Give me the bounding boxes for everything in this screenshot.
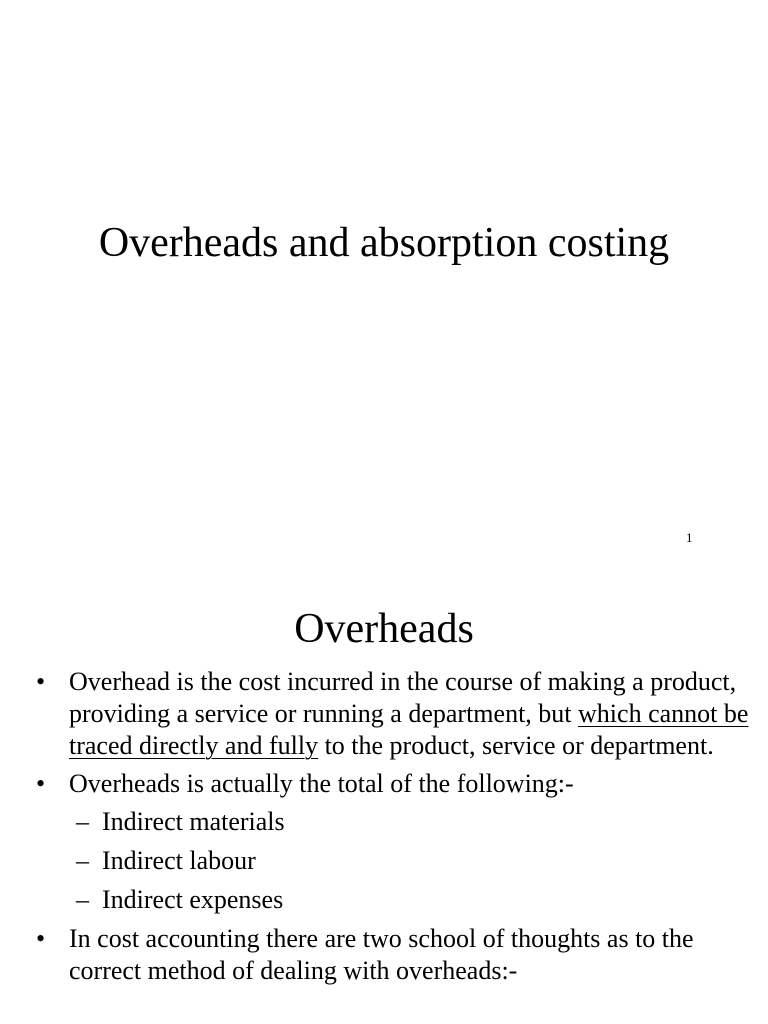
underlined-phrase: which cannot be traced directly and fully xyxy=(69,699,749,760)
sub-item-text: Indirect labour xyxy=(102,846,256,875)
sub-item-indirect-materials xyxy=(0,806,742,838)
bullet-text-before: Overhead is the cost incurred in the course of making a product, providing a service or running a department, but xyxy=(69,667,737,728)
slide-2-title: Overheads xyxy=(294,606,474,652)
slide-1-title: Overheads and absorption costing xyxy=(98,220,670,266)
bullet-text: In cost accounting there are two school of thoughts as to the correct method of dealing with overheads:- xyxy=(69,924,694,985)
bullet-text: Overheads is actually the total of the following:- xyxy=(69,769,574,798)
dash-icon: – xyxy=(76,885,89,914)
sub-item-text: Indirect expenses xyxy=(102,885,284,914)
dash-icon: – xyxy=(76,846,89,875)
sub-item-indirect-labour xyxy=(0,845,742,877)
sub-item-text: Indirect materials xyxy=(102,807,285,836)
bullet-icon: • xyxy=(36,769,46,798)
bullet-icon: • xyxy=(36,667,46,696)
bullet-text-after: to the product, service or department. xyxy=(318,731,714,760)
dash-icon: – xyxy=(76,807,89,836)
bullet-list xyxy=(0,666,768,993)
bullet-item-overhead-definition xyxy=(0,666,749,762)
bullet-item-overhead-total xyxy=(0,768,749,800)
page-number: 1 xyxy=(686,530,693,545)
sub-item-indirect-expenses xyxy=(0,884,742,916)
bullet-item-schools-of-thought xyxy=(0,923,749,987)
bullet-icon: • xyxy=(36,924,46,953)
slide-2 xyxy=(0,576,768,1024)
